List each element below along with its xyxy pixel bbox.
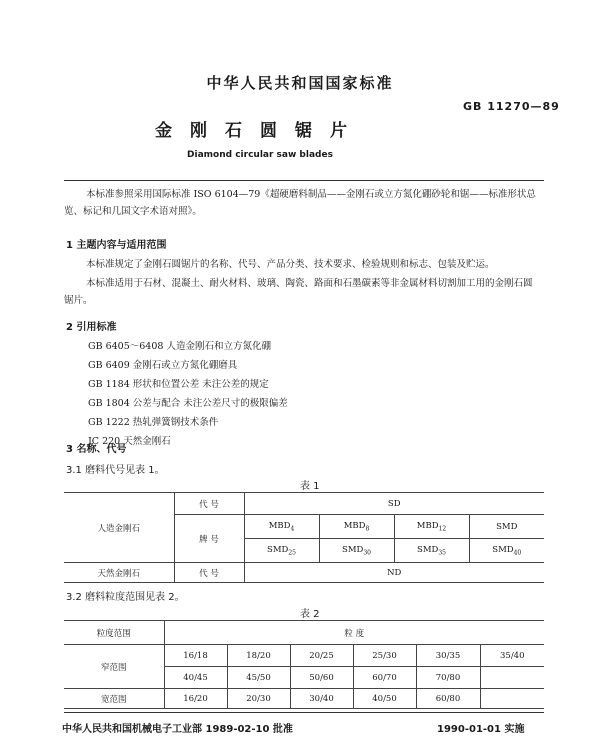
- grain-cell: 16/18: [164, 645, 227, 667]
- reference-item: GB 1184 形状和位置公差 未注公差的规定: [88, 379, 269, 390]
- table-row: [64, 621, 544, 645]
- grade-cell: SMD: [469, 515, 544, 539]
- section-3-1-text: 3.1 磨料代号见表 1。: [66, 465, 165, 476]
- reference-item: GB 6405～6408 人造金刚石和立方氮化硼: [88, 341, 271, 352]
- grain-header: 粒 度: [164, 621, 544, 645]
- grain-cell: 20/30: [227, 689, 290, 709]
- section-2-heading: 2 引用标准: [66, 322, 117, 333]
- table-1: [64, 492, 544, 583]
- section-1-para-1: [64, 256, 540, 273]
- grain-cell: 45/50: [227, 667, 290, 689]
- section-1-para-2: [64, 275, 540, 309]
- grain-cell: 50/60: [290, 667, 353, 689]
- approval-line: 中华人民共和国机械电子工业部 1989-02-10 批准: [62, 724, 293, 735]
- grain-cell: 20/25: [290, 645, 353, 667]
- grain-cell: 60/80: [416, 689, 480, 709]
- effective-date: 1990-01-01 实施: [437, 724, 525, 735]
- grade-cell: $SMD_{25}$: [244, 539, 319, 563]
- grade-cell: $SMD_{35}$: [394, 539, 469, 563]
- grade-label: 牌 号: [174, 515, 244, 563]
- table-2-caption: 表 2: [300, 609, 320, 620]
- intro-text: 本标准参照采用国际标准 ISO 6104—79《超硬磨料制品——金刚石或立方氮化硼砂轮和锯——标准形状总览、标记和几国文字术语对照》。: [64, 189, 536, 217]
- grain-cell: 18/20: [227, 645, 290, 667]
- section-1-para-1-text: 本标准规定了金刚石圆锯片的名称、代号、产品分类、技术要求、检验规则和标志、包装及贮运。: [86, 259, 495, 270]
- reference-item: GB 1222 热轧弹簧钢技术条件: [88, 417, 219, 428]
- synthetic-code: SD: [244, 493, 544, 515]
- table-2: [64, 620, 544, 709]
- table-row: [64, 645, 544, 667]
- table-row: [64, 689, 544, 709]
- range-header: 粒度范围: [64, 621, 164, 645]
- document-title-english: Diamond circular saw blades: [187, 150, 333, 160]
- table-row: [64, 493, 544, 515]
- synthetic-label: 人造金刚石: [64, 493, 174, 563]
- grade-cell: $MBD_{12}$: [394, 515, 469, 539]
- table-1-caption: 表 1: [300, 481, 320, 492]
- table-row: [64, 563, 544, 583]
- country-standard-title: 中华人民共和国国家标准: [206, 74, 394, 92]
- document-title: 金刚石圆锯片: [155, 121, 365, 141]
- grain-cell: 70/80: [416, 667, 480, 689]
- reference-item: GB 6409 金刚石或立方氮化硼磨具: [88, 360, 238, 371]
- grade-cell: $MBD_8$: [319, 515, 394, 539]
- grain-cell: [480, 667, 544, 689]
- grain-cell: [480, 689, 544, 709]
- grain-cell: 25/30: [353, 645, 416, 667]
- grain-cell: 16/20: [164, 689, 227, 709]
- section-3-heading: 3 名称、代号: [66, 444, 127, 455]
- code-label: 代 号: [174, 563, 244, 583]
- grain-cell: 60/70: [353, 667, 416, 689]
- footer-rule: [64, 712, 544, 713]
- grain-cell: 30/35: [416, 645, 480, 667]
- code-label: 代 号: [174, 493, 244, 515]
- natural-label: 天然金刚石: [64, 563, 174, 583]
- reference-item: GB 1804 公差与配合 未注公差尺寸的极限偏差: [88, 398, 288, 409]
- wide-label: 宽范围: [64, 689, 164, 709]
- grade-cell: $SMD_{30}$: [319, 539, 394, 563]
- grain-cell: 40/50: [353, 689, 416, 709]
- grain-cell: 40/45: [164, 667, 227, 689]
- header-rule: [64, 180, 544, 181]
- intro-paragraph: [64, 186, 540, 220]
- grain-cell: 30/40: [290, 689, 353, 709]
- reference-item: JC 220 天然金刚石: [88, 436, 171, 447]
- narrow-label: 窄范围: [64, 645, 164, 689]
- section-1-para-2-text: 本标准适用于石材、混凝土、耐火材料、玻璃、陶瓷、路面和石墨碳素等非金属材料切割加工用的金刚石圆锯片。: [64, 278, 533, 306]
- grade-cell: $MBD_4$: [244, 515, 319, 539]
- grade-cell: $SMD_{40}$: [469, 539, 544, 563]
- grain-cell: 35/40: [480, 645, 544, 667]
- section-3-2-text: 3.2 磨料粒度范围见表 2。: [66, 592, 185, 603]
- section-1-heading: 1 主题内容与适用范围: [66, 240, 167, 251]
- standard-number: GB 11270—89: [463, 100, 560, 113]
- natural-code: ND: [244, 563, 544, 583]
